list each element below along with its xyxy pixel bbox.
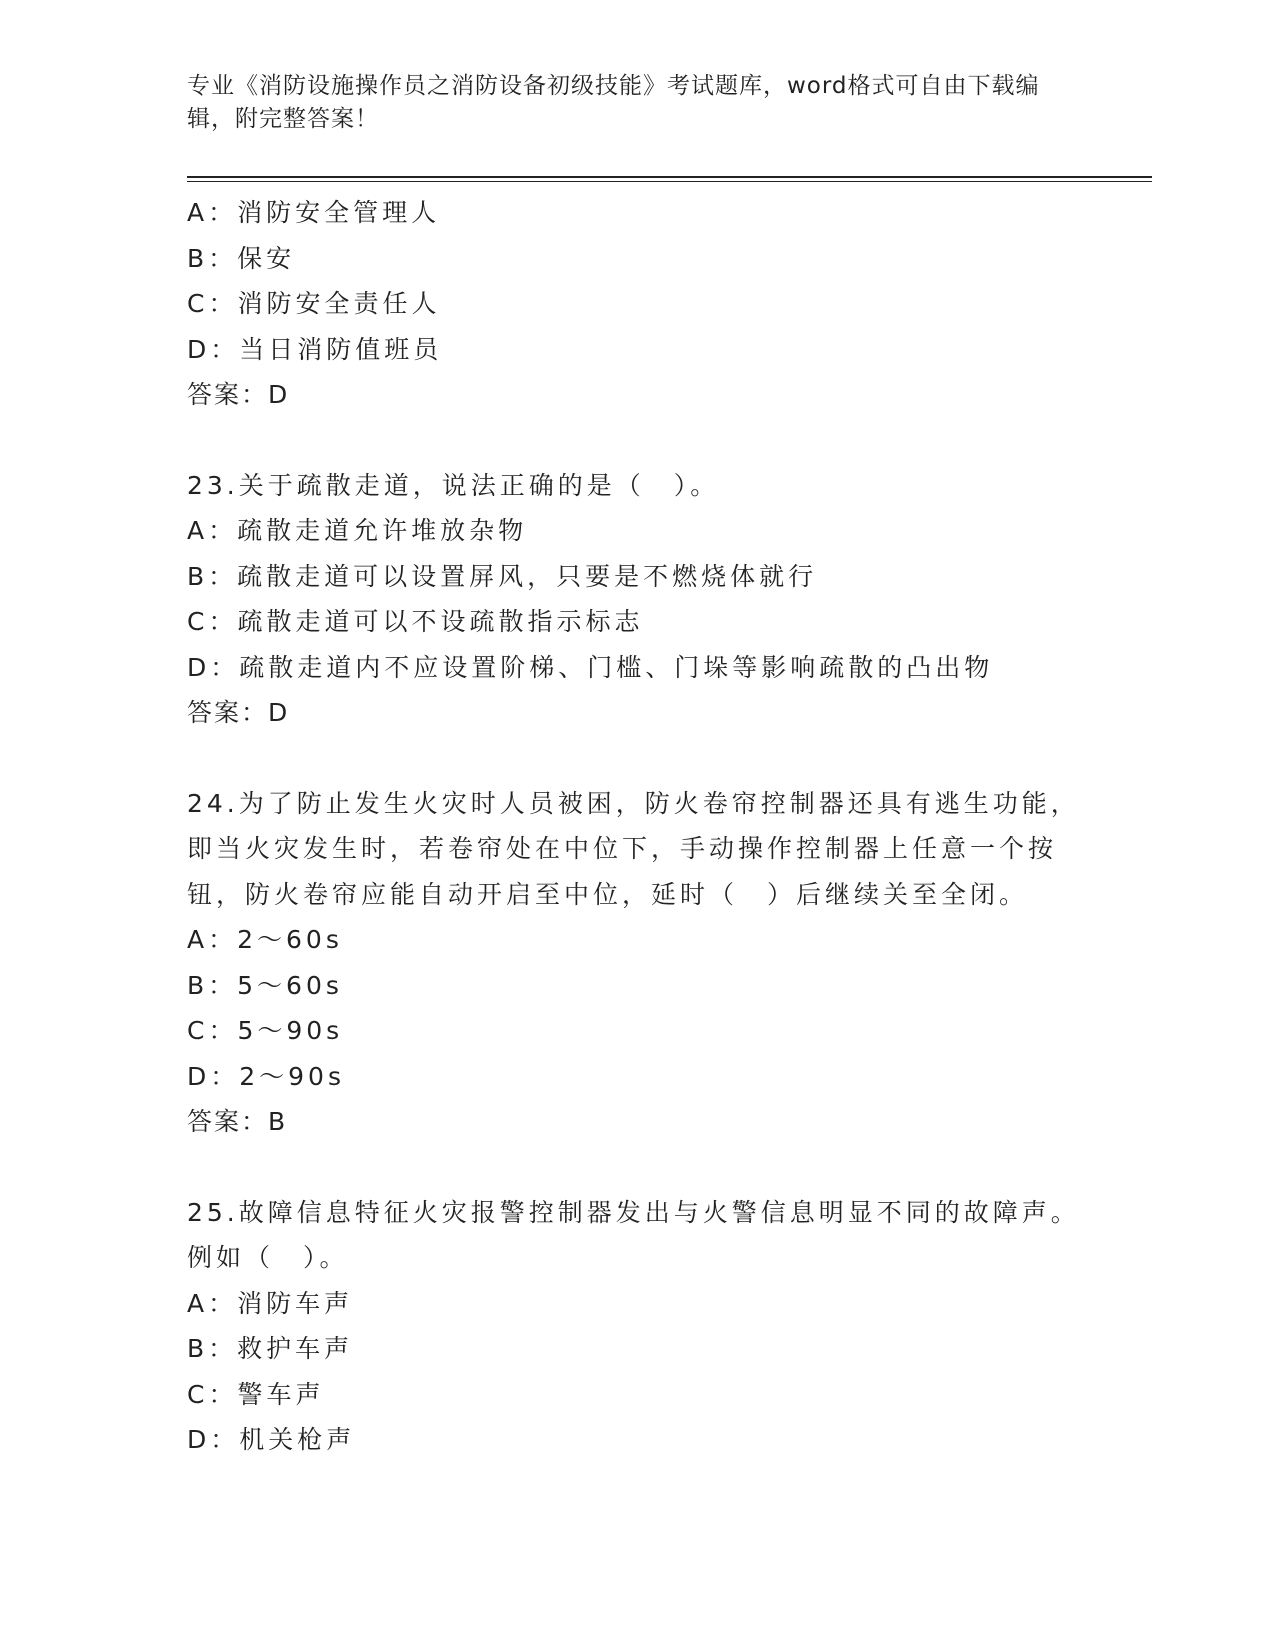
option-b: B：5～60s — [187, 970, 343, 1000]
question-23 — [187, 463, 1087, 736]
option-c: C：消防安全责任人 — [187, 289, 441, 318]
option-b: B：救护车声 — [187, 1334, 354, 1363]
option-b: B：疏散走道可以设置屏风，只要是不燃烧体就行 — [187, 561, 818, 591]
option-a: A：消防安全管理人 — [187, 198, 441, 227]
answer: 答案：D — [187, 698, 290, 727]
spacer — [187, 418, 1087, 463]
header-line-1: 专业《消防设施操作员之消防设备初级技能》考试题库，word格式可自由下载编 — [187, 73, 1040, 99]
question-text-line-1: 24.为了防止发生火灾时人员被困，防火卷帘控制器还具有逃生功能， — [187, 788, 1080, 818]
option-a: A：消防车声 — [187, 1288, 354, 1318]
option-d: D：疏散走道内不应设置阶梯、门槛、门垛等影响疏散的凸出物 — [187, 652, 994, 682]
option-a: A：疏散走道允许堆放杂物 — [187, 516, 528, 545]
option-a: A：2～60s — [187, 925, 343, 954]
option-d: D：当日消防值班员 — [187, 334, 443, 364]
spacer — [187, 1145, 1087, 1190]
option-c: C：警车声 — [187, 1379, 325, 1409]
option-c: C：疏散走道可以不设疏散指示标志 — [187, 607, 644, 636]
option-b: B：保安 — [187, 243, 296, 273]
answer: 答案：D — [187, 380, 290, 409]
option-c: C：5～90s — [187, 1016, 344, 1045]
question-text-line-1: 25.故障信息特征火灾报警控制器发出与火警信息明显不同的故障声。 — [187, 1197, 1080, 1227]
option-d: D：2～90s — [187, 1061, 345, 1091]
question-text-line-2: 即当火灾发生时，若卷帘处在中位下，手动操作控制器上任意一个按 — [187, 834, 1058, 863]
question-22 — [187, 190, 1087, 418]
question-text: 23.关于疏散走道，说法正确的是（ ）。 — [187, 470, 720, 500]
header-rule-thin — [187, 181, 1152, 182]
question-text-line-3: 钮，防火卷帘应能自动开启至中位，延时（ ）后继续关至全闭。 — [187, 879, 1029, 909]
spacer — [187, 736, 1087, 781]
header-line-2: 辑，附完整答案！ — [187, 106, 379, 132]
option-d: D：机关枪声 — [187, 1425, 356, 1454]
question-text-line-2: 例如（ ）。 — [187, 1243, 349, 1272]
question-24 — [187, 781, 1087, 1145]
question-content — [187, 190, 1087, 1463]
answer: 答案：B — [187, 1107, 288, 1136]
question-25 — [187, 1190, 1087, 1463]
header-rule-thick — [187, 176, 1152, 178]
page-header — [187, 70, 1087, 136]
